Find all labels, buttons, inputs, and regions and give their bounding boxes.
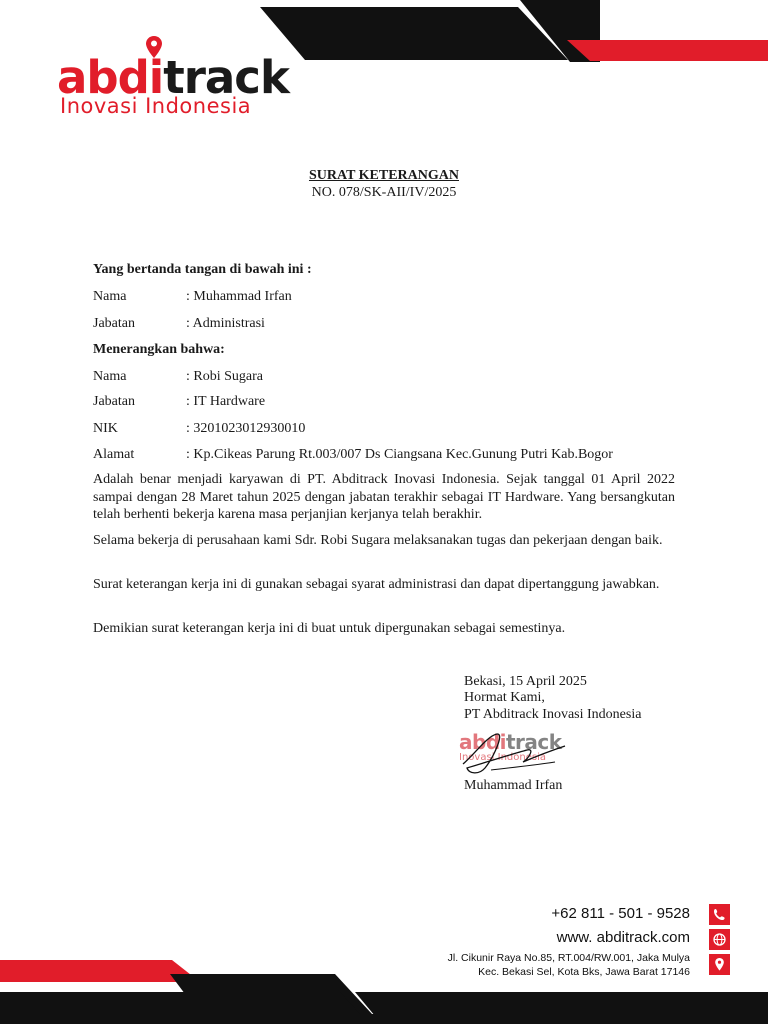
- subject-value-nik: : 3201023012930010: [186, 421, 306, 436]
- footer-phone: +62 811 - 501 - 9528: [551, 905, 690, 922]
- signature-place-date: Bekasi, 15 April 2025: [464, 674, 587, 689]
- signatory-name: Muhammad Irfan: [464, 778, 563, 793]
- subject-label-name: Nama: [93, 369, 127, 384]
- body-paragraph-performance: Selama bekerja di perusahaan kami Sdr. Robi Sugara melaksanakan tugas dan pekerjaan dengan baik.: [93, 533, 663, 548]
- signatory-label-name: Nama: [93, 289, 127, 304]
- body-paragraph-closing: Demikian surat keterangan kerja ini di buat untuk dipergunakan sebagai semestinya.: [93, 621, 566, 636]
- signatory-heading: Yang bertanda tangan di bawah ini :: [93, 262, 312, 277]
- subject-value-address: : Kp.Cikeas Parung Rt.003/007 Ds Ciangsana Kec.Gunung Putri Kab.Bogor: [186, 447, 613, 462]
- company-logo: [57, 36, 297, 120]
- handwritten-signature: [457, 724, 577, 778]
- subject-label-nik: NIK: [93, 421, 118, 436]
- company-stamp: [457, 724, 577, 778]
- logo-text-black: track: [163, 51, 289, 104]
- document-number: NO. 078/SK-AII/IV/2025: [311, 185, 457, 200]
- subject-value-name: : Robi Sugara: [186, 369, 263, 384]
- document-title-block: [0, 167, 768, 201]
- subject-label-position: Jabatan: [93, 394, 135, 409]
- footer-website: www. abditrack.com: [556, 929, 690, 946]
- footer-black-strip: [355, 992, 768, 1016]
- signature-closing: Hormat Kami,: [464, 690, 545, 705]
- body-paragraph-purpose: Surat keterangan kerja ini di gunakan sebagai syarat administrasi dan dapat dipertanggung jawabkan.: [93, 577, 660, 592]
- footer-address-line2: Kec. Bekasi Sel, Kota Bks, Jawa Barat 17146: [478, 966, 690, 978]
- logo-tagline: Inovasi Indonesia: [60, 94, 252, 118]
- body-paragraph-employment: Adalah benar menjadi karyawan di PT. Abditrack Inovasi Indonesia. Sejak tanggal 01 April 2022 sampai dengan 28 Maret tahun 2025 dengan jabatan terakhir sebagai IT Hardware. Yang bersangkutan telah berhenti bekerja karena masa perjanjian kerjanya telah berakhir.: [93, 472, 675, 522]
- document-title: SURAT KETERANGAN: [308, 168, 459, 183]
- stamp-tagline: Inovasi Indonesia: [459, 752, 546, 763]
- footer-decoration: [0, 958, 768, 1024]
- signatory-value-name: : Muhammad Irfan: [186, 289, 292, 304]
- signatory-label-position: Jabatan: [93, 316, 135, 331]
- stamp-text-red: abdi: [459, 730, 506, 754]
- header-black-band: [260, 7, 568, 60]
- header-red-bar: [567, 40, 768, 61]
- subject-label-address: Alamat: [93, 447, 135, 462]
- subject-value-position: : IT Hardware: [186, 394, 266, 409]
- footer-address-line1: Jl. Cikunir Raya No.85, RT.004/RW.001, Jaka Mulya: [447, 952, 690, 964]
- phone-icon: [709, 904, 730, 925]
- subject-heading: Menerangkan bahwa:: [93, 342, 225, 357]
- logo-text-red: abdi: [57, 51, 164, 104]
- stamp-text-black: track: [505, 730, 562, 754]
- globe-icon: [709, 929, 730, 950]
- signature-company: PT Abditrack Inovasi Indonesia: [464, 707, 642, 722]
- signatory-value-position: : Administrasi: [186, 316, 265, 331]
- footer-red-bar: [0, 960, 200, 982]
